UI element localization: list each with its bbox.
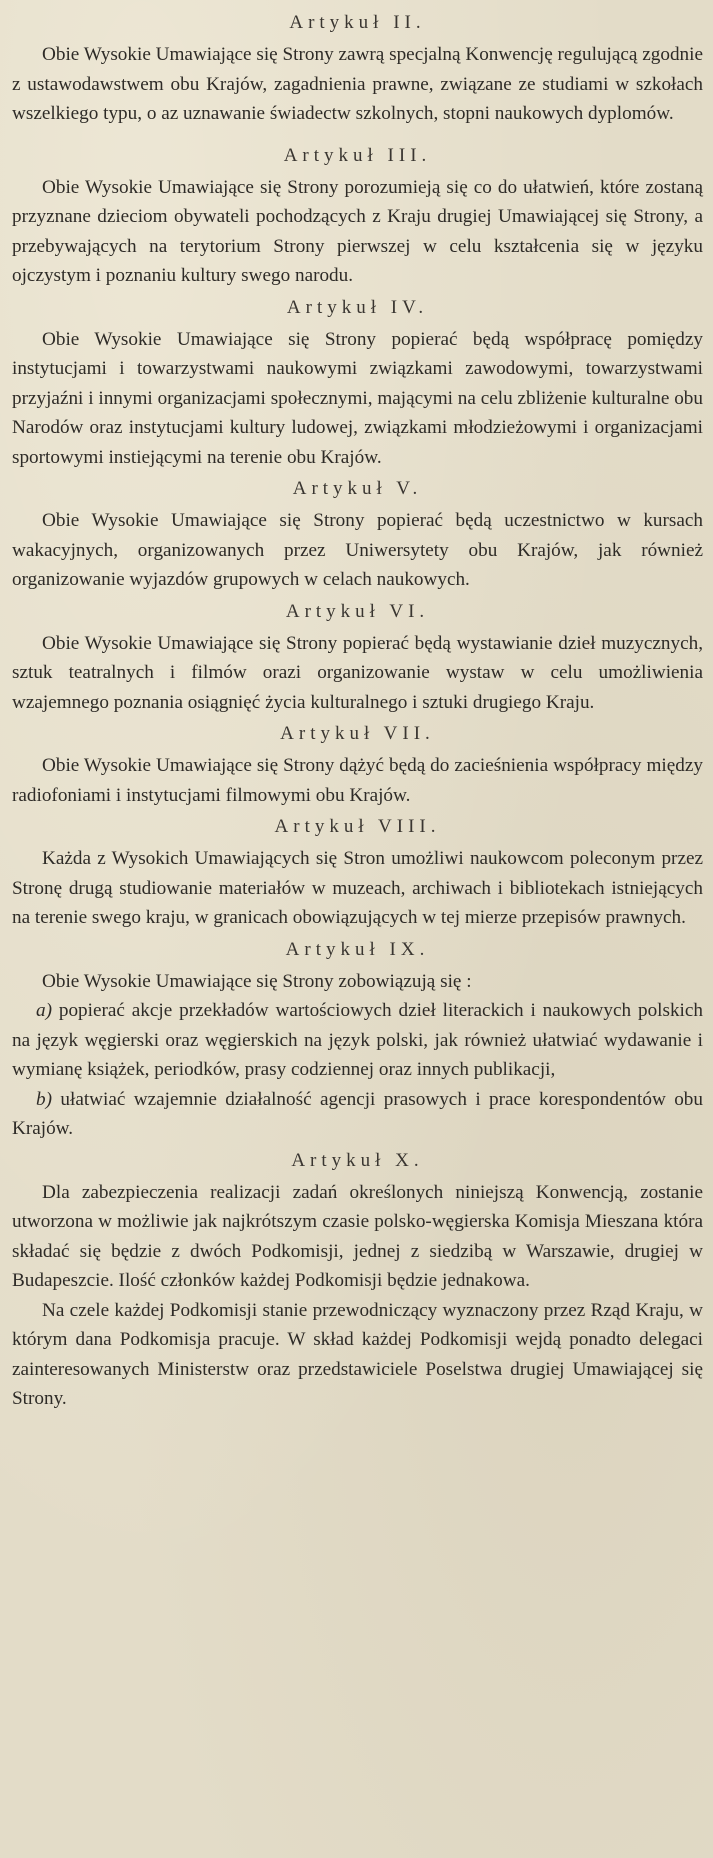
item-label: a) xyxy=(36,1000,52,1021)
article-paragraph: Obie Wysokie Umawiające się Strony dążyć będą do zacieśnienia współpracy między radiofoniami i instytucjami filmowymi obu Krajów. xyxy=(12,755,703,806)
article-2 xyxy=(12,10,703,129)
article-4 xyxy=(12,295,703,473)
article-heading: Artykuł X. xyxy=(291,1149,424,1171)
article-heading: Artykuł VI. xyxy=(285,600,430,622)
article-heading: Artykuł IX. xyxy=(285,938,430,960)
article-paragraph: Obie Wysokie Umawiające się Strony popierać będą współpracę pomiędzy instytucjami i towarzystwami naukowymi związkami zawodowymi, towarzystwami przyjaźni i innymi organizacjami społecznymi, mającymi na celu zbliżenie kulturalne obu Narodów oraz instytucjami kultury ludowej, związkami młodzieżowymi i organizacjami sportowymi instiejącymi na terenie obu Krajów. xyxy=(12,328,703,468)
list-item xyxy=(12,996,703,1085)
item-text: ułatwiać wzajemnie działalność agencji prasowych i prace korespondentów obu Krajów. xyxy=(12,1088,703,1139)
article-3 xyxy=(12,143,703,291)
article-paragraph: Na czele każdej Podkomisji stanie przewodniczący wyznaczony przez Rząd Kraju, w którym dana Podkomisja pracuje. W skład każdej Podkomisji wejdą ponadto delegaci zainteresowanych Ministerstw oraz przedstawiciele Poselstwa drugiej Umawiającej się Strony. xyxy=(12,1299,703,1409)
article-heading: Artykuł V. xyxy=(292,478,423,499)
list-item xyxy=(12,1085,703,1144)
article-heading: Artykuł IV. xyxy=(286,296,429,318)
article-paragraph: Obie Wysokie Umawiające się Strony popierać będą wystawianie dzieł muzycznych, sztuk teatralnych i filmów orazi organizowanie wystaw w celu umożliwienia wzajemnego poznania osiągnięć życia kulturalnego i sztuki drugiego Kraju. xyxy=(12,632,703,713)
item-label: b) xyxy=(36,1088,52,1110)
item-text: popierać akcje przekładów wartościowych dzieł literackich i naukowych polskich na język węgierski oraz węgierskich na język polski, jak również ułatwiać wydawanie i wymianę książek, periodków, prasy codziennej oraz innych publikacji, xyxy=(12,1000,704,1080)
article-7 xyxy=(12,721,703,810)
article-6 xyxy=(12,599,703,718)
article-9 xyxy=(12,937,703,1144)
article-10 xyxy=(12,1148,703,1414)
article-5 xyxy=(12,476,703,595)
article-8 xyxy=(12,814,703,933)
article-paragraph: Obie Wysokie Umawiające się Strony zawrą specjalną Konwencję regulującą zgodnie z ustawodawstwem obu Krajów, zagadnienia prawne, związane ze studiami w szkołach wszelkiego typu, o az uznawanie świadectw szkolnych, stopni naukowych dyplomów. xyxy=(12,44,703,124)
article-heading: Artykuł VII. xyxy=(280,723,435,744)
article-paragraph: Obie Wysokie Umawiające się Strony porozumieją się co do ułatwień, które zostaną przyznane dzieciom obywateli pochodzących z Kraju drugiej Umawiającej się Strony, a przebywających na terytorium Strony pierwszej w celu kształcenia się w języku ojczystym i poznaniu kultury swego narodu. xyxy=(12,176,703,286)
article-heading: Artykuł II. xyxy=(289,12,426,33)
article-paragraph: Obie Wysokie Umawiające się Strony zobowiązują się : xyxy=(42,970,472,992)
article-heading: Artykuł III. xyxy=(283,144,432,166)
article-paragraph: Dla zabezpieczenia realizacji zadań określonych niniejszą Konwencją, zostanie utworzona w możliwie jak najkrótszym czasie polsko-węgierska Komisja Mieszana która składać się będzie z dwóch Podkomisji, jednej z siedzibą w Warszawie, drugiej w Budapeszcie. Ilość członków każdej Podkomisji będzie jednakowa. xyxy=(12,1181,703,1291)
article-paragraph: Obie Wysokie Umawiające się Strony popierać będą uczestnictwo w kursach wakacyjnych, organizowanych przez Uniwersytety obu Krajów, jak również organizowanie wyjazdów grupowych w celach naukowych. xyxy=(12,510,703,590)
article-heading: Artykuł VIII. xyxy=(274,816,441,837)
article-paragraph: Każda z Wysokich Umawiających się Stron umożliwi naukowcom poleconym przez Stronę drugą studiowanie materiałów w muzeach, archiwach i bibliotekach istniejących na terenie swego kraju, w granicach obowiązujących w tej mierze przepisów prawnych. xyxy=(12,848,703,928)
